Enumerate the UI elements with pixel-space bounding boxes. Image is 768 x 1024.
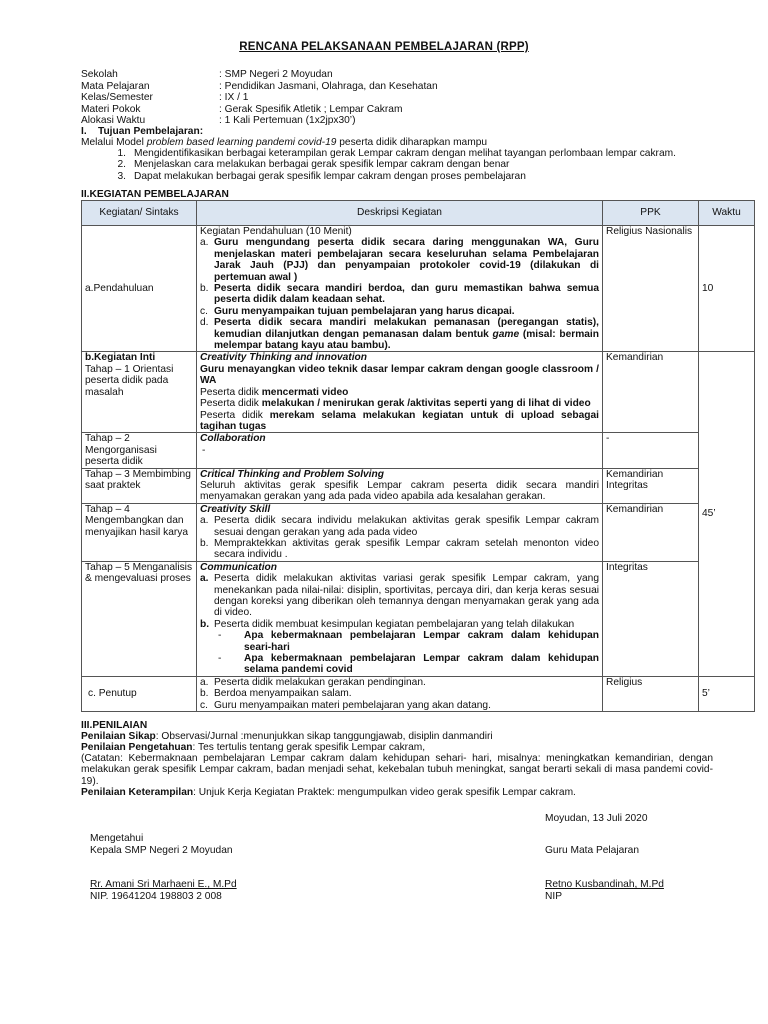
ppk-inti: Kemandirian [603,352,699,433]
section-heading-tujuan: I. Tujuan Pembelajaran: [81,126,204,137]
signature-kepala-nip: NIP. 19641204 198803 2 008 [90,891,222,902]
desc-tahap-4 [197,503,603,561]
desc-text-bold: melakukan / menirukan gerak /aktivitas seperti yang di lihat di video [261,398,591,410]
waktu-pendahuluan: 10 [699,226,755,352]
list-marker: b. [200,537,209,549]
desc-penutup [197,676,603,711]
list-item [200,677,599,688]
penilaian-keterampilan [81,787,713,798]
signature-guru-nip: NIP [545,891,562,902]
list-item [200,653,599,676]
list-text: Mengidentifikasikan berbagai keterampilan gerak Lempar cakram dengan melihat tayangan perlombaan lempar cakram. [134,148,676,159]
list-text: Guru menyampaikan tujuan pembelajaran yang harus dicapai. [214,305,515,317]
list-text: Peserta didik secara individu melakukan aktivitas gerak spesifik Lempar cakram sesuai dengan gerakan yang ada pada video [214,515,599,538]
table-row-pendahuluan [82,226,755,352]
signature-mengetahui: Mengetahui [90,833,144,844]
list-number: 2. [117,159,126,171]
identity-row [81,81,721,93]
desc-text: Peserta didik [200,409,270,421]
desc-tahap-5 [197,561,603,676]
list-item [200,538,599,561]
list-item [200,237,599,283]
list-item [200,630,599,653]
identity-value: : Gerak Spesifik Atletik ; Lempar Cakram [219,103,403,115]
identity-row [81,104,721,116]
desc-line: - [202,444,206,456]
header-waktu: Waktu [699,201,755,226]
list-item [200,573,599,619]
identity-key: Kelas/Semester [81,92,153,104]
identity-key: Mata Pelajaran [81,80,150,92]
waktu-inti: 45’ [699,352,755,676]
desc-tahap-2 [197,433,603,468]
desc-text-bold: merekam selama melakukan kegiatan untuk di upload sebagai tagihan tugas [200,409,599,432]
list-marker: c. [200,699,208,711]
desc-text: Peserta didik [200,386,262,398]
desc-line [200,410,599,433]
list-item [200,515,599,538]
label-penutup: c. Penutup [82,676,197,711]
identity-key: Alokasi Waktu [81,115,146,127]
list-marker: b. [200,283,209,295]
table-row-tahap-5 [82,561,755,676]
desc-heading: Critical Thinking and Problem Solving [200,468,384,480]
label-inti-heading: b.Kegiatan Inti [85,352,156,364]
list-text-part: (misal: bermain melempar batang kayu atau bambu). [214,328,599,352]
desc-tahap-3 [197,468,603,503]
penilaian-catatan: (Catatan: Kebermaknaan pembelajaran Lempar cakram dalam kehidupan sehari- hari, misalnya: meningkatkan kemandirian, dengan melakukan gerak spesifik Lempar cakram, badan menjadi sehat, kekebalan tubuh meningkat, sangat berarti sekali di masa pandemi covid-19). [81,753,713,787]
list-item [200,317,599,351]
identity-row [81,92,721,104]
penilaian-label: Penilaian Keterampilan [81,787,194,798]
label-tahap-5: Tahap – 5 Menganalisis & mengevaluasi proses [82,561,197,676]
signature-guru-name: Retno Kusbandinah, M.Pd [545,879,664,890]
list-item [81,171,721,182]
desc-line [200,387,599,398]
list-text: Peserta didik membuat kesimpulan kegiatan pembelajaran yang telah dilakukan [214,618,575,630]
list-text: Peserta didik melakukan gerakan pendinginan. [214,676,426,688]
signature-date: Moyudan, 13 Juli 2020 [545,813,648,824]
list-marker: a. [200,573,209,585]
penilaian-text: : Unjuk Kerja Kegiatan Praktek: mengumpulkan video gerak spesifik Lempar cakram. [193,787,576,798]
document-title: RENCANA PELAKSANAAN PEMBELAJARAN (RPP) [239,41,529,53]
list-text: Apa kebermaknaan pembelajaran Lempar cakram dalam kehidupan selama pandemi covid [244,653,599,676]
list-text: Peserta didik secara mandiri berdoa, dan guru memastikan bahwa semua peserta didik dalam keadaan sehat. [214,283,599,306]
list-text: Dapat melakukan berbagai gerak spesifik lempar cakram dengan proses pembelajaran [134,170,526,182]
table-header-row [82,201,755,226]
penilaian-text: : Observasi/Jurnal :menunjukkan sikap tanggungjawab, disiplin danmandiri [155,731,493,742]
intro-model: problem based learning pandemi covid-19 [146,137,337,148]
list-marker: c. [200,305,208,317]
header-deskripsi: Deskripsi Kegiatan [197,201,603,226]
header-ppk: PPK [603,201,699,226]
table-row-tahap-4 [82,503,755,561]
list-text-emphasis: game [492,328,520,340]
ppk-tahap-5: Integritas [603,561,699,676]
identity-value: : SMP Negeri 2 Moyudan [219,69,333,80]
list-text [214,317,599,351]
list-marker: a. [200,515,209,527]
penilaian-pengetahuan [81,742,713,753]
objectives-list [81,148,721,182]
ppk-tahap-3: Kemandirian Integritas [603,468,699,503]
label-tahap-2: Tahap – 2 Mengorganisasi peserta didik [82,433,197,468]
list-text: Apa kebermaknaan pembelajaran Lempar cakram dalam kehidupan seari-hari [244,630,599,653]
identity-block [81,69,721,127]
identity-key: Sekolah [81,69,118,80]
list-item [200,700,599,711]
list-number: 1. [117,148,126,159]
list-marker: - [218,653,222,665]
identity-key: Materi Pokok [81,103,141,115]
ppk-tahap-4: Kemandirian [603,503,699,561]
desc-heading: Collaboration [200,433,266,445]
list-marker: d. [200,317,209,329]
desc-heading: Kegiatan Pendahuluan (10 Menit) [200,226,352,237]
ppk-tahap-2: - [603,433,699,468]
label-pendahuluan: a.Pendahuluan [82,226,197,352]
identity-value: : IX / 1 [219,92,249,104]
list-text: Menjelaskan cara melakukan berbagai gerak spesifik lempar cakram dengan benar [134,159,510,171]
table-row-tahap-3 [82,468,755,503]
list-item [81,159,721,170]
list-text: Mempraktekkan aktivitas gerak spesifik Lempar cakram setelah menonton video secara individu . [214,537,599,561]
signature-guru-title: Guru Mata Pelajaran [545,845,640,856]
desc-heading: Creativity Thinking and innovation [200,352,367,364]
list-marker: a. [200,676,209,688]
identity-value: : Pendidikan Jasmani, Olahraga, dan Kesehatan [219,80,438,92]
label-tahap-4: Tahap – 4 Mengembangkan dan menyajikan hasil karya [82,503,197,561]
desc-inti [197,352,603,433]
desc-line: Guru menayangkan video teknik dasar lempar cakram dengan google classroom / WA [200,363,599,387]
section-heading-penilaian: III.PENILAIAN [81,720,148,731]
header-kegiatan: Kegiatan/ Sintaks [82,201,197,226]
list-marker: - [218,630,222,642]
list-item [81,148,721,159]
desc-heading: Creativity Skill [200,503,271,515]
list-item [200,306,599,317]
list-text: Guru menyampaikan materi pembelajaran yang akan datang. [214,699,491,711]
penilaian-label: Penilaian Pengetahuan [81,742,193,753]
list-item [200,619,599,630]
penilaian-sikap [81,731,713,742]
list-item [200,283,599,306]
ppk-pendahuluan: Religius Nasionalis [603,226,699,352]
list-text: Berdoa menyampaikan salam. [214,688,352,700]
penilaian-label: Penilaian Sikap [81,731,156,742]
section-heading-kegiatan: II.KEGIATAN PEMBELAJARAN [81,189,229,200]
desc-text-bold: mencermati video [261,386,349,398]
ppk-penutup: Religius [603,676,699,711]
activities-table [81,200,755,712]
list-marker: b. [200,618,210,630]
list-item [200,688,599,699]
label-tahap-1: Tahap – 1 Orientasi peserta didik pada masalah [85,363,174,398]
desc-heading: Communication [200,561,277,573]
list-marker: b. [200,688,209,700]
intro-text: Melalui Model [81,137,147,148]
desc-line [200,398,599,409]
waktu-penutup: 5’ [699,676,755,711]
desc-line: Seluruh aktivitas gerak spesifik Lempar cakram peserta didik secara mandiri menyamakan gerakan yang ada pada video apabila ada kesalahan gerakan. [200,479,599,503]
table-row-inti [82,352,755,433]
list-text: Guru mengundang peserta didik secara daring menggunakan WA, Guru menjelaskan materi pembelajaran secara keseluruhan selama Pembelajaran Jarak Jauh (PJJ) dan penyampaian protokoler covid-19 (dilakukan di pertemuan awal ) [214,237,599,283]
table-row-tahap-2 [82,433,755,468]
signature-kepala-name: Rr. Amani Sri Marhaeni E., M.Pd [90,879,237,890]
list-text-part: Peserta didik secara mandiri melakukan pemanasan (peregangan statis), kemudian dilanjutkan dengan pemanasan dalam bentuk [214,317,599,340]
desc-text: Peserta didik [200,398,262,410]
label-tahap-3: Tahap – 3 Membimbing saat praktek [82,468,197,503]
penilaian-text: : Tes tertulis tentang gerak spesifik Lempar cakram, [192,742,426,753]
list-number: 3. [117,170,126,182]
identity-value: : 1 Kali Pertemuan (1x2jpx30’) [219,115,356,127]
signature-kepala-title: Kepala SMP Negeri 2 Moyudan [90,845,233,856]
desc-pendahuluan [197,226,603,352]
intro-text-end: peserta didik diharapkan mampu [336,137,488,148]
label-inti [82,352,197,433]
list-marker: a. [200,237,209,249]
list-text: Peserta didik melakukan aktivitas variasi gerak spesifik Lempar cakram, yang menekankan pada nilai-nilai: disiplin, sportivitas, percaya diri, dan kerja keras sesuai dengan koreksi yang diberikan oleh temannya dengan menyamakan gerak yang ada di video. [214,573,599,619]
table-row-penutup [82,676,755,711]
identity-row [81,69,721,81]
objectives-intro [81,137,713,148]
